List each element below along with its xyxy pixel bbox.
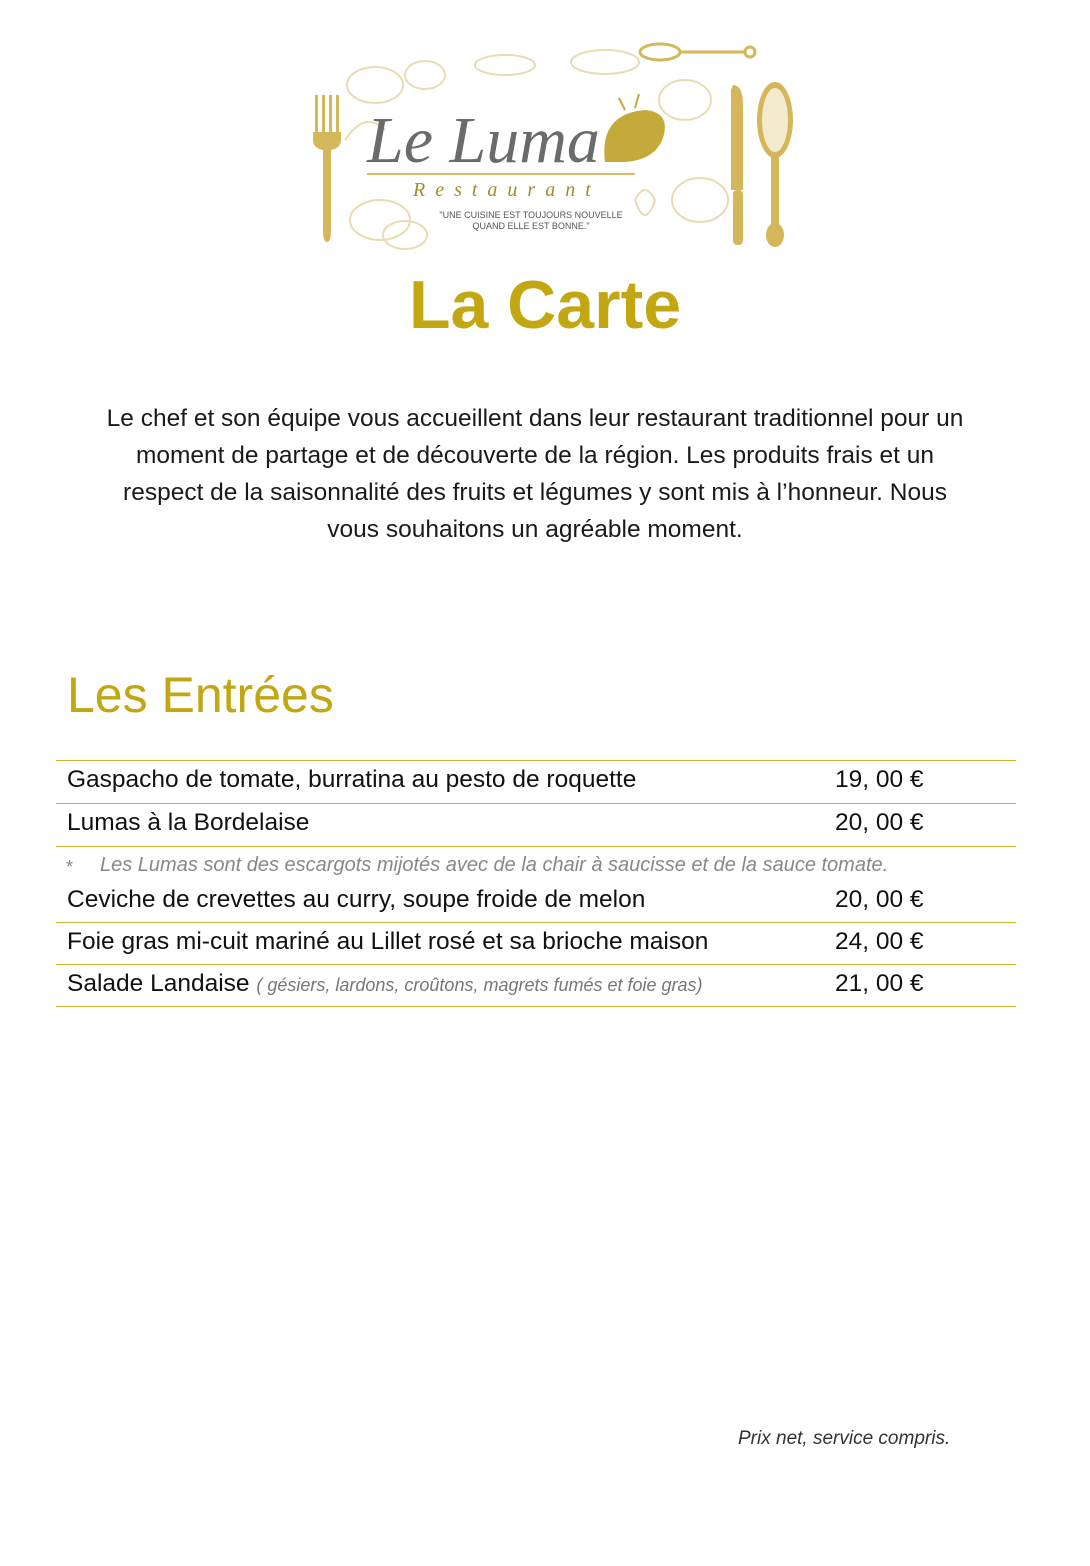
- menu-item-name: Gaspacho de tomate, burratina au pesto de roquette: [67, 766, 637, 793]
- menu-item-price: 19, 00 €: [835, 766, 924, 793]
- snail-icon: [604, 94, 665, 162]
- menu-item: [56, 803, 1016, 846]
- menu-item-price: 20, 00 €: [835, 809, 924, 836]
- menu-item-name: Foie gras mi-cuit mariné au Lillet rosé et sa brioche maison: [67, 928, 709, 955]
- restaurant-logo: [305, 40, 805, 260]
- logo-name: Le Luma: [367, 104, 600, 177]
- menu-item-name: Ceviche de crevettes au curry, soupe froide de melon: [67, 886, 646, 913]
- note-text: Les Lumas sont des escargots mijotés avec de la chair à saucisse et de la sauce tomate.: [100, 854, 889, 876]
- menu-item-price: 20, 00 €: [835, 886, 924, 913]
- fork-icon: [313, 95, 341, 242]
- menu-item: [56, 760, 1016, 803]
- logo-subtitle: Restaurant: [413, 179, 601, 201]
- menu-item: [56, 881, 1016, 922]
- menu-item: [56, 964, 1016, 1006]
- menu-item: [56, 922, 1016, 964]
- menu-item-name: [67, 959, 703, 1010]
- menu-item-detail: ( gésiers, lardons, croûtons, magrets fumés et foie gras): [256, 975, 703, 995]
- section-title-entrees: Les Entrées: [67, 667, 334, 723]
- menu-item-name: Lumas à la Bordelaise: [67, 809, 310, 836]
- spoon-icon: [640, 44, 755, 60]
- logo-tagline-line1: "UNE CUISINE EST TOUJOURS NOUVELLE: [439, 210, 623, 220]
- menu-item-name-text: Salade Landaise: [67, 970, 250, 997]
- menu-list: [56, 760, 1016, 1007]
- page-title: La Carte: [408, 267, 682, 343]
- menu-item-price: 24, 00 €: [835, 928, 924, 955]
- logo-tagline-line2: QUAND ELLE EST BONNE.": [472, 221, 590, 231]
- footer-note: Prix net, service compris.: [738, 1428, 951, 1449]
- menu-item-price: 21, 00 €: [835, 970, 924, 997]
- note-asterisk: *: [66, 857, 74, 877]
- knife-icon: [731, 85, 743, 245]
- spoon-right-icon: [757, 82, 793, 247]
- intro-paragraph: Le chef et son équipe vous accueillent dans leur restaurant traditionnel pour un moment de partage et de découverte de la région. Les produits frais et un respect de la saisonnalité des fruits et légumes y sont mis à l’honneur. Nous vous souhaitons un agréable moment.: [106, 405, 964, 543]
